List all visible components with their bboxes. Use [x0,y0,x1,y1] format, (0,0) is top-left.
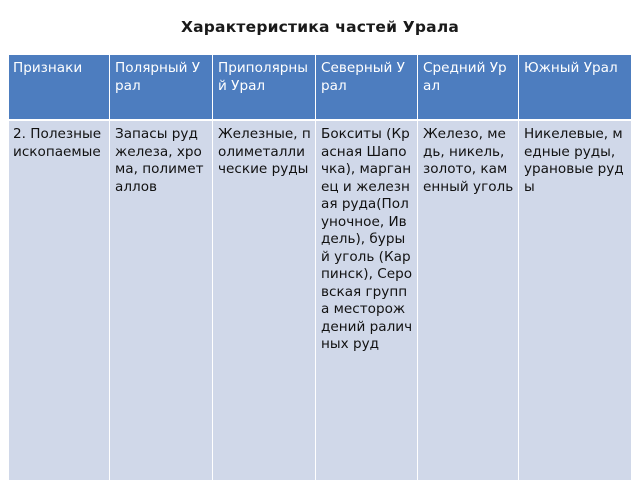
table-cell-middle-ural: Железо, медь, никель, золото, каменный уголь [418,119,519,480]
table-cell-polar-ural: Запасы руд железа, хрома, полиметаллов [110,119,213,480]
header-cell-subpolar-ural: Приполярный Урал [213,55,316,119]
table-cell-northern-ural: Бокситы (Красная Шапочка), марганец и железная руда(Полуночное, Ивдель), бурый уголь (Карпинск), Серовская группа месторождений раличных руд [316,119,418,480]
table-cell-feature: 2. Полезные ископаемые [8,119,110,480]
table-cell-subpolar-ural: Железные, полиметаллические руды [213,119,316,480]
header-cell-middle-ural: Средний Урал [418,55,519,119]
page-title: Характеристика частей Урала [180,18,460,36]
table-cell-southern-ural: Никелевые, медные руды, урановые руды [519,119,631,480]
characteristics-table [8,55,631,480]
header-cell-southern-ural: Южный Урал [519,55,631,119]
header-cell-polar-ural: Полярный Урал [110,55,213,119]
header-cell-northern-ural: Северный Урал [316,55,418,119]
header-cell-feature: Признаки [8,55,110,119]
